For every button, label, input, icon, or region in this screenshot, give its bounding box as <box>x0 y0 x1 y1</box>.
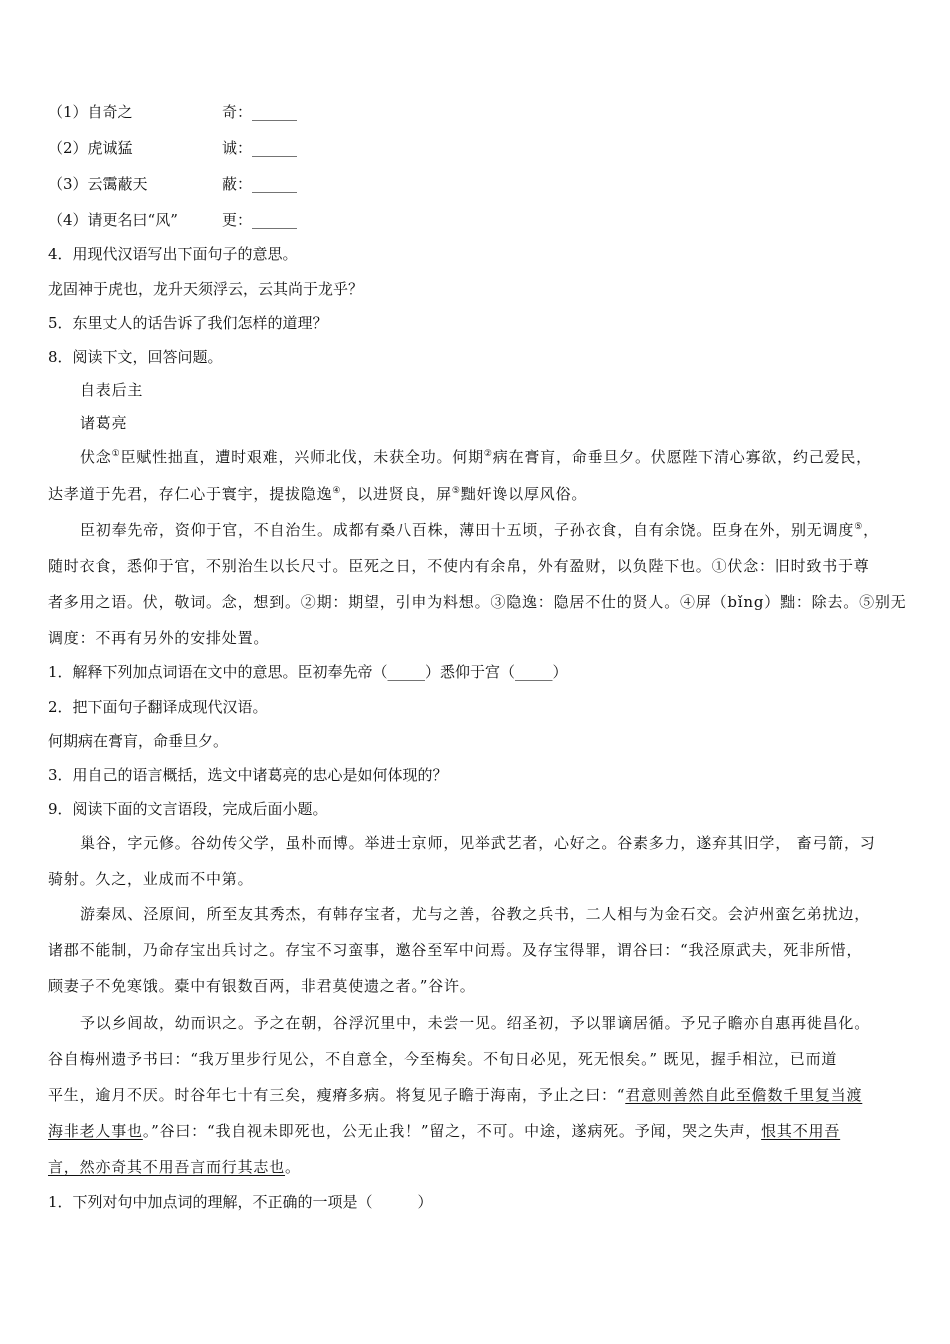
passage-9-para1-line1: 巢谷，字元修。谷幼传父学，虽朴而博。举进士京师，见举武艺者，心好之。谷素多力，遂弃其旧学， 畜弓箭，习 <box>80 834 876 852</box>
footnote-mark-1: ① <box>111 449 121 459</box>
underlined-sentence-2a: 恨其不用吾 <box>761 1122 841 1140</box>
passage-8-para1-line2: 达孝道于先君，存仁心于寰宇，提拔隐逸④，以进贤良，屏⑤黜奸谗以厚风俗。 <box>48 485 588 503</box>
vocab-item-1-label: （1）自奇之 <box>48 103 133 121</box>
vocab-item-4-blank: 更：______ <box>222 211 298 229</box>
passage-9-para3-line5: 言，然亦奇其不用吾言而行其志也。 <box>48 1158 301 1176</box>
passage-8-para1-line1: 伏念①臣赋性拙直，遭时艰难，兴师北伐，未获全功。何期②病在膏肓，命垂旦夕。伏愿陛下清心寡欲，约己爱民， <box>80 448 872 466</box>
question-9: 9．阅读下面的文言语段，完成后面小题。 <box>48 800 328 818</box>
footnote-mark-5: ⑤ <box>451 486 461 496</box>
passage-8-para2-line4: 调度：不再有另外的安排处置。 <box>48 629 270 647</box>
underlined-sentence-1a: 君意则善然自此至儋数千里复当渡 <box>625 1086 863 1104</box>
passage-9-para2-line3: 顾妻子不免寒饿。橐中有银数百两，非君莫使遗之者。”谷许。 <box>48 977 476 995</box>
passage-9-para2-line2: 诸郡不能制，乃命存宝出兵讨之。存宝不习蛮事，邀谷至军中问焉。及存宝得罪，谓谷曰：“我泾原武夫，死非所惜， <box>48 941 863 959</box>
underlined-sentence-1b: 海非老人事也 <box>48 1122 143 1140</box>
passage-author: 诸葛亮 <box>80 414 128 432</box>
passage-title: 自表后主 <box>80 381 144 399</box>
question-8-2-sentence: 何期病在膏肓，命垂旦夕。 <box>48 732 229 750</box>
footnote-mark-5b: ⑤ <box>854 522 864 532</box>
vocab-item-2-blank: 诚：______ <box>222 139 298 157</box>
question-4-sentence: 龙固神于虎也，龙升天须浮云，云其尚于龙乎？ <box>48 280 364 298</box>
vocab-item-3-label: （3）云霭蔽天 <box>48 175 148 193</box>
underlined-sentence-2b: 言，然亦奇其不用吾言而行其志也 <box>48 1158 286 1176</box>
vocab-item-3-blank: 蔽：______ <box>222 175 298 193</box>
vocab-item-4-label: （4）请更名曰“风” <box>48 211 178 229</box>
question-9-1: 1．下列对句中加点词的理解，不正确的一项是（ ） <box>48 1193 433 1211</box>
question-8-1: 1．解释下列加点词语在文中的意思。臣初奉先帝（_____）悉仰于宫（_____） <box>48 663 568 681</box>
passage-9-para3-line3: 平生，逾月不厌。时谷年七十有三矣，瘦瘠多病。将复见子瞻于海南，予止之曰：“君意则善然自此至儋数千里复当渡 <box>48 1086 863 1104</box>
footnote-mark-4: ④ <box>332 486 342 496</box>
passage-9-para2-line1: 游秦凤、泾原间，所至友其秀杰，有韩存宝者，尤与之善，谷教之兵书，二人相与为金石交。会泸州蛮乞弟扰边， <box>80 905 871 923</box>
passage-8-para2-line2: 随时衣食，悉仰于官，不别治生以长尺寸。臣死之日，不使内有余帛，外有盈财，以负陛下也。①伏念：旧时致书于尊 <box>48 557 870 575</box>
vocab-item-2-label: （2）虎诚猛 <box>48 139 133 157</box>
question-4: 4．用现代汉语写出下面句子的意思。 <box>48 245 298 263</box>
question-8: 8．阅读下文，回答问题。 <box>48 348 223 366</box>
passage-9-para3-line4: 海非老人事也。”谷曰：“我自视未即死也，公无止我！”留之，不可。中途，遂病死。予闻，哭之失声，恨其不用吾 <box>48 1122 841 1140</box>
passage-9-para3-line2: 谷自梅州遗予书曰：“我万里步行见公，不自意全，今至梅矣。不旬日必见，死无恨矣。” 既见，握手相泣，已而道 <box>48 1050 838 1068</box>
passage-8-para2-line3: 者多用之语。伏，敬词。念，想到。②期：期望，引申为料想。③隐逸：隐居不仕的贤人。④屏（bǐng）黜：除去。⑤别无 <box>48 593 907 611</box>
footnote-mark-2: ② <box>483 449 493 459</box>
vocab-item-1-blank: 奇：______ <box>222 103 298 121</box>
question-5: 5．东里丈人的话告诉了我们怎样的道理？ <box>48 314 328 332</box>
question-8-2: 2．把下面句子翻译成现代汉语。 <box>48 698 268 716</box>
question-8-3: 3．用自己的语言概括，选文中诸葛亮的忠心是如何体现的？ <box>48 766 448 784</box>
passage-8-para2-line1: 臣初奉先帝，资仰于官，不自治生。成都有桑八百株，薄田十五顷，子孙衣食，自有余饶。臣身在外，别无调度⑤， <box>80 521 879 539</box>
passage-9-para3-line1: 予以乡闾故，幼而识之。予之在朝，谷浮沉里中，未尝一见。绍圣初，予以罪谪居循。予兄子瞻亦自惠再徙昌化。 <box>80 1014 871 1032</box>
passage-9-para1-line2: 骑射。久之，业成而不中第。 <box>48 870 254 888</box>
